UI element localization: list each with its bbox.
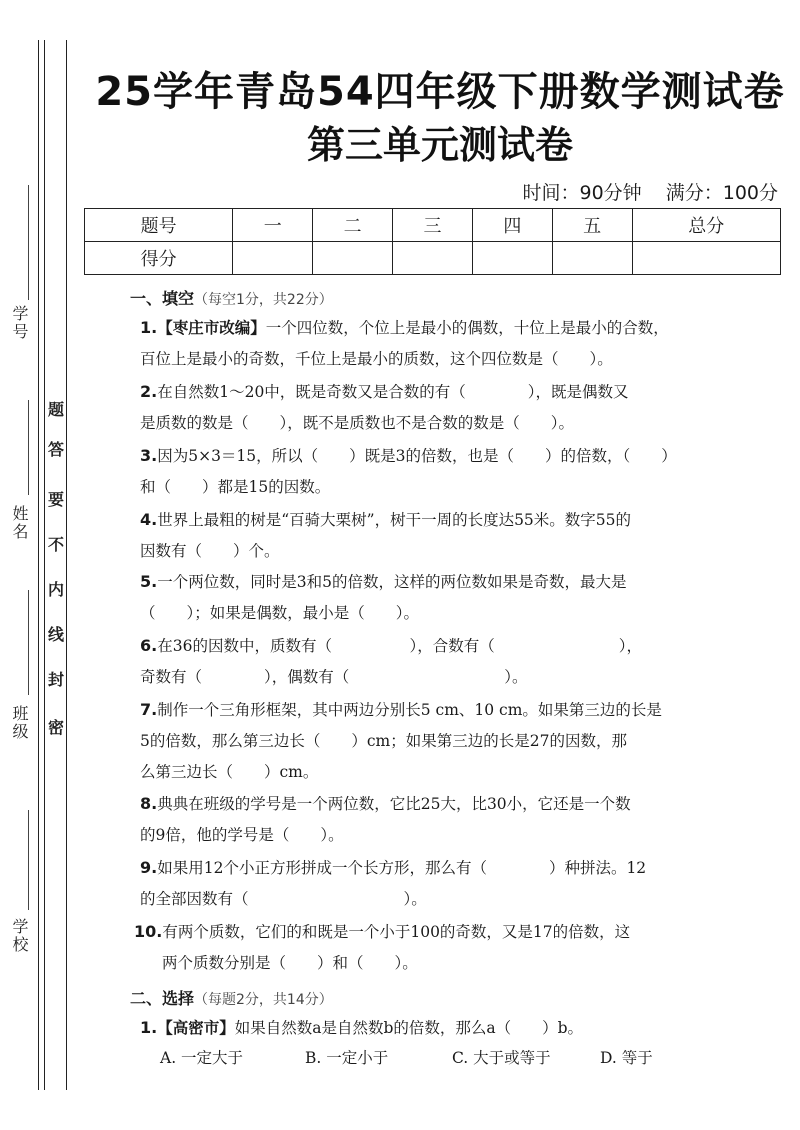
question-number: 10. [134,922,163,941]
question-source-tag: 【枣庄市改编】 [157,318,266,337]
student-no-field[interactable] [28,185,29,300]
question-number: 1. [140,1018,158,1037]
exam-title: 25学年青岛54四年级下册数学测试卷 [95,69,785,115]
question [140,376,685,439]
question-line: 因数有（ ）个。 [140,542,280,560]
unit-title: 第三单元测试卷 [306,123,573,167]
question-number: 6. [140,636,158,655]
question-line: 制作一个三角形框架，其中两边分别长5 cm、10 cm。如果第三边的长是 [157,701,662,719]
table-row [85,242,781,275]
exam-meta [505,178,779,205]
score-input-cell[interactable] [233,242,313,275]
question-line: 世界上最粗的树是“百骑大栗树”，树干一周的长度达55米。数字55的 [157,511,632,529]
question-number: 7. [140,700,158,719]
student-no-label: 学号 [10,305,29,341]
question-line: 典典在班级的学号是一个两位数，它比25大，比30小，它还是一个数 [157,795,631,813]
section-title: 一、填空 [130,289,195,308]
question-number: 1. [140,318,158,337]
question [140,852,685,915]
table-cell: 总分 [632,209,780,242]
question-line: 么第三边长（ ）cm。 [140,763,319,781]
table-cell: 四 [472,209,552,242]
question-number: 2. [140,382,158,401]
section-heading [130,286,333,309]
school-label: 学校 [10,918,29,954]
section-heading [130,986,333,1009]
question-line: 如果用12个小正方形拼成一个长方形，那么有（ ）种拼法。12 [157,859,647,877]
question [140,440,685,503]
section-hint: （每题2分，共14分） [194,992,333,1008]
section-title: 二、选择 [130,989,195,1008]
seal-char: 题 [48,400,65,419]
question [140,1012,685,1044]
question-number: 9. [140,858,158,877]
score-input-cell[interactable] [632,242,780,275]
question-line: 两个质数分别是（ ）和（ ）。 [162,954,418,972]
seal-char: 不 [48,535,65,554]
question-line: 因为5×3＝15，所以（ ）既是3的倍数，也是（ ）的倍数，（ ） [157,447,677,465]
table-cell: 三 [393,209,473,242]
seal-char: 线 [48,625,65,644]
question [140,788,685,851]
question-source-tag: 【高密市】 [157,1018,235,1037]
question [134,916,679,979]
binding-margin [0,0,80,1130]
question-line: 一个两位数，同时是3和5的倍数，这样的两位数如果是奇数，最大是 [157,573,627,591]
question-line: 的全部因数有（ ）。 [140,890,427,908]
full-score-label: 满分：100分 [665,182,778,204]
question-line: 和（ ）都是15的因数。 [140,478,331,496]
question-line: 奇数有（ ），偶数有（ ）。 [140,668,528,686]
question-line: 如果自然数a是自然数b的倍数，那么a（ ）b。 [234,1019,584,1037]
table-row [85,209,781,242]
question [140,566,685,629]
score-input-cell[interactable] [313,242,393,275]
question-line: 百位上是最小的奇数，千位上是最小的质数，这个四位数是（ ）。 [140,350,613,368]
question-line: 5的倍数，那么第三边长（ ）cm；如果第三边的长是27的因数，那 [140,732,627,750]
table-cell: 二 [313,209,393,242]
question-line: （ ）；如果是偶数，最小是（ ）。 [140,604,420,622]
section-hint: （每空1分，共22分） [194,292,333,308]
seal-char: 封 [48,670,65,689]
question-line: 有两个质数，它们的和既是一个小于100的奇数，又是17的倍数，这 [162,923,631,941]
choice-option-c[interactable]: C. 大于或等于 [452,1049,551,1067]
question [140,694,685,788]
question-number: 3. [140,446,158,465]
question [140,504,685,567]
question-line: 的9倍，他的学号是（ ）。 [140,826,344,844]
class-label: 班级 [10,705,29,741]
margin-line [38,40,39,1090]
table-cell: 得分 [85,242,233,275]
question-line: 在36的因数中，质数有（ ），合数有（ ）， [157,637,642,655]
table-cell: 一 [233,209,313,242]
margin-line [44,40,45,1090]
question-number: 8. [140,794,158,813]
score-input-cell[interactable] [393,242,473,275]
question-line: 一个四位数，个位上是最小的偶数，十位上是最小的合数， [265,319,669,337]
name-label: 姓名 [10,505,29,541]
name-field[interactable] [28,400,29,495]
table-cell: 题号 [85,209,233,242]
question-number: 4. [140,510,158,529]
question-line: 在自然数1～20中，既是奇数又是合数的有（ ），既是偶数又 [157,383,629,401]
class-field[interactable] [28,590,29,695]
school-field[interactable] [28,810,29,910]
score-input-cell[interactable] [472,242,552,275]
question-number: 5. [140,572,158,591]
score-table [84,208,781,275]
choice-option-b[interactable]: B. 一定小于 [305,1049,389,1067]
seal-char: 内 [48,580,65,599]
score-input-cell[interactable] [552,242,632,275]
time-label: 时间：90分钟 [522,182,642,204]
seal-char: 要 [48,490,65,509]
table-cell: 五 [552,209,632,242]
choice-option-d[interactable]: D. 等于 [600,1049,653,1067]
question-line: 是质数的数是（ ），既不是质数也不是合数的数是（ ）。 [140,414,575,432]
margin-line [66,40,67,1090]
seal-char: 答 [48,440,65,459]
question [140,312,685,375]
question [140,630,685,693]
choice-option-a[interactable]: A. 一定大于 [160,1049,244,1067]
seal-char: 密 [48,718,65,737]
